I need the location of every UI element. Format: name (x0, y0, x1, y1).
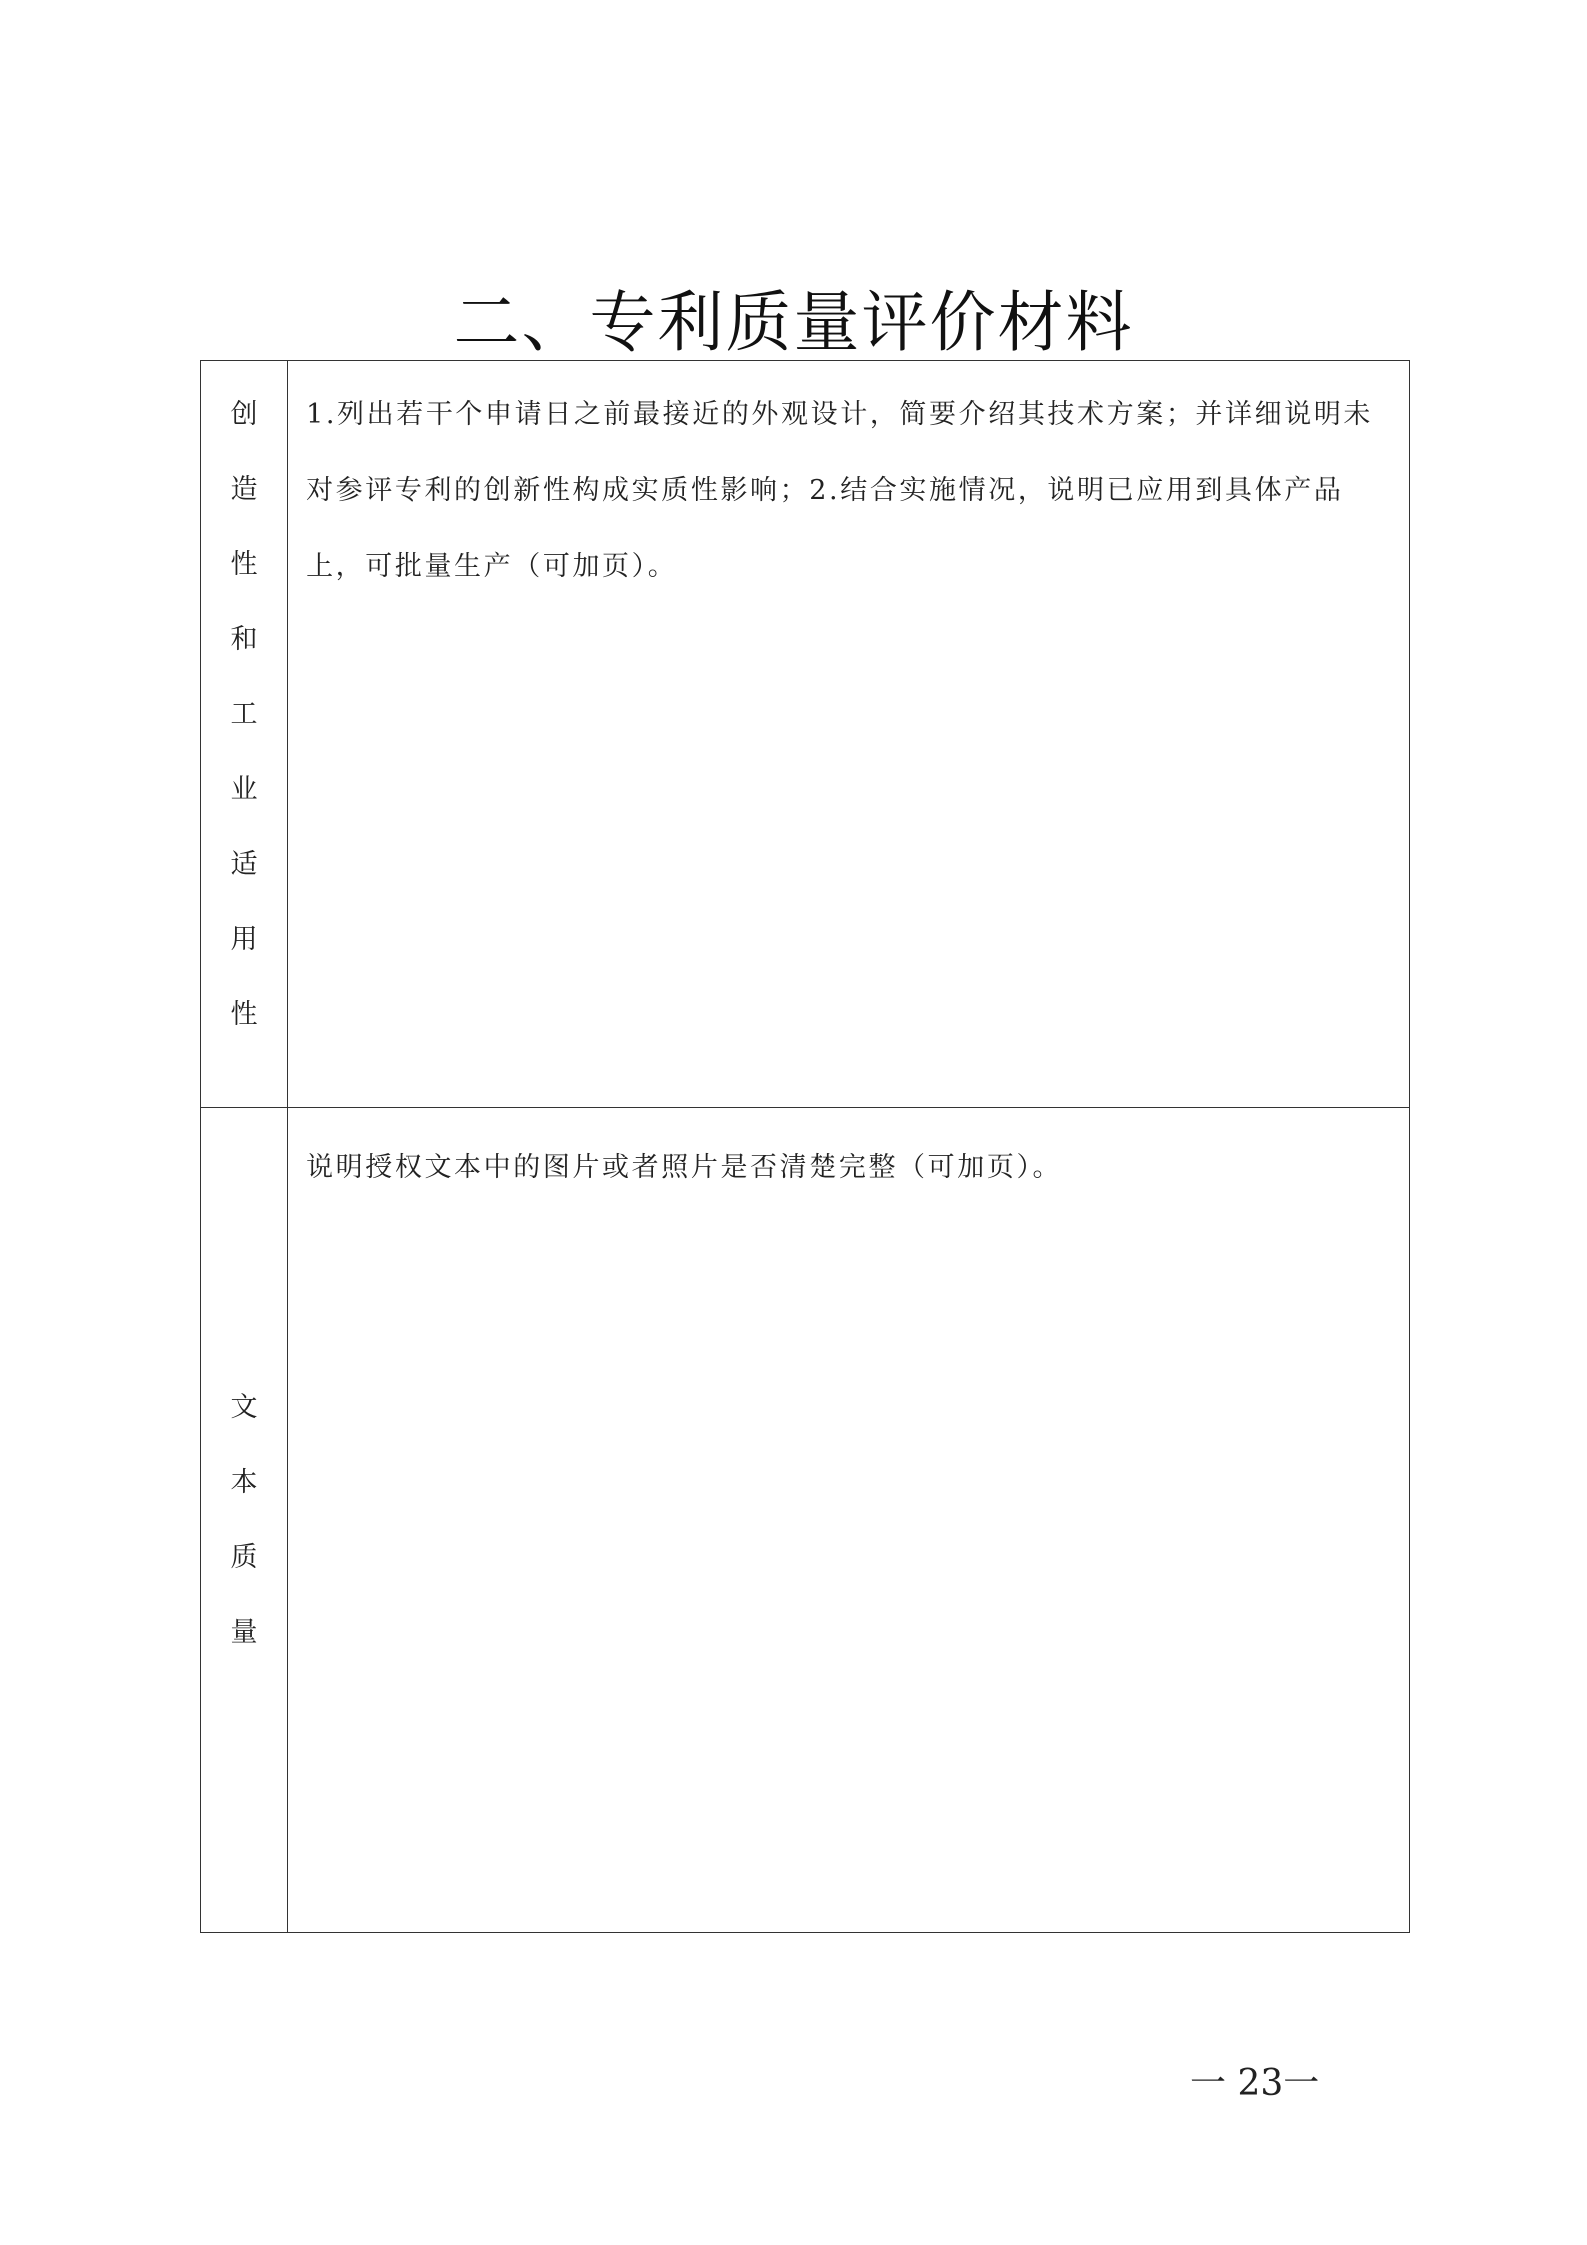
page-number: 一 23一 (1190, 2063, 1320, 2104)
label-char: 性 (230, 999, 258, 1030)
evaluation-table (200, 360, 1410, 1933)
table-row-text-quality (201, 1108, 1410, 1933)
label-char: 质 (230, 1542, 258, 1573)
table-row-creativity (201, 361, 1410, 1108)
label-char: 和 (230, 624, 258, 655)
label-char: 文 (230, 1392, 258, 1423)
row-content-cell (288, 361, 1410, 1108)
label-char: 创 (230, 399, 258, 430)
page-title: 二、专利质量评价材料 (453, 284, 1134, 361)
label-char: 工 (230, 699, 258, 730)
label-char: 本 (230, 1467, 258, 1498)
label-char: 造 (230, 474, 258, 505)
label-char: 量 (230, 1617, 258, 1648)
instruction-text: 1.列出若干个申请日之前最接近的外观设计，简要介绍其技术方案；并详细说明未对参评专利的创新性构成实质性影响；2.结合实施情况，说明已应用到具体产品上，可批量生产（可加页）。 (306, 399, 1374, 582)
instruction-text: 说明授权文本中的图片或者照片是否清楚完整（可加页）。 (306, 1152, 1063, 1183)
label-char: 适 (230, 849, 258, 880)
row-label-cell (201, 1108, 288, 1933)
row-content-cell (288, 1108, 1410, 1933)
row-label-vertical (201, 361, 287, 1052)
row-label-cell (201, 361, 288, 1108)
label-char: 性 (230, 549, 258, 580)
label-char: 业 (230, 774, 258, 805)
label-char: 用 (230, 924, 258, 955)
row-label-vertical (201, 1370, 287, 1670)
